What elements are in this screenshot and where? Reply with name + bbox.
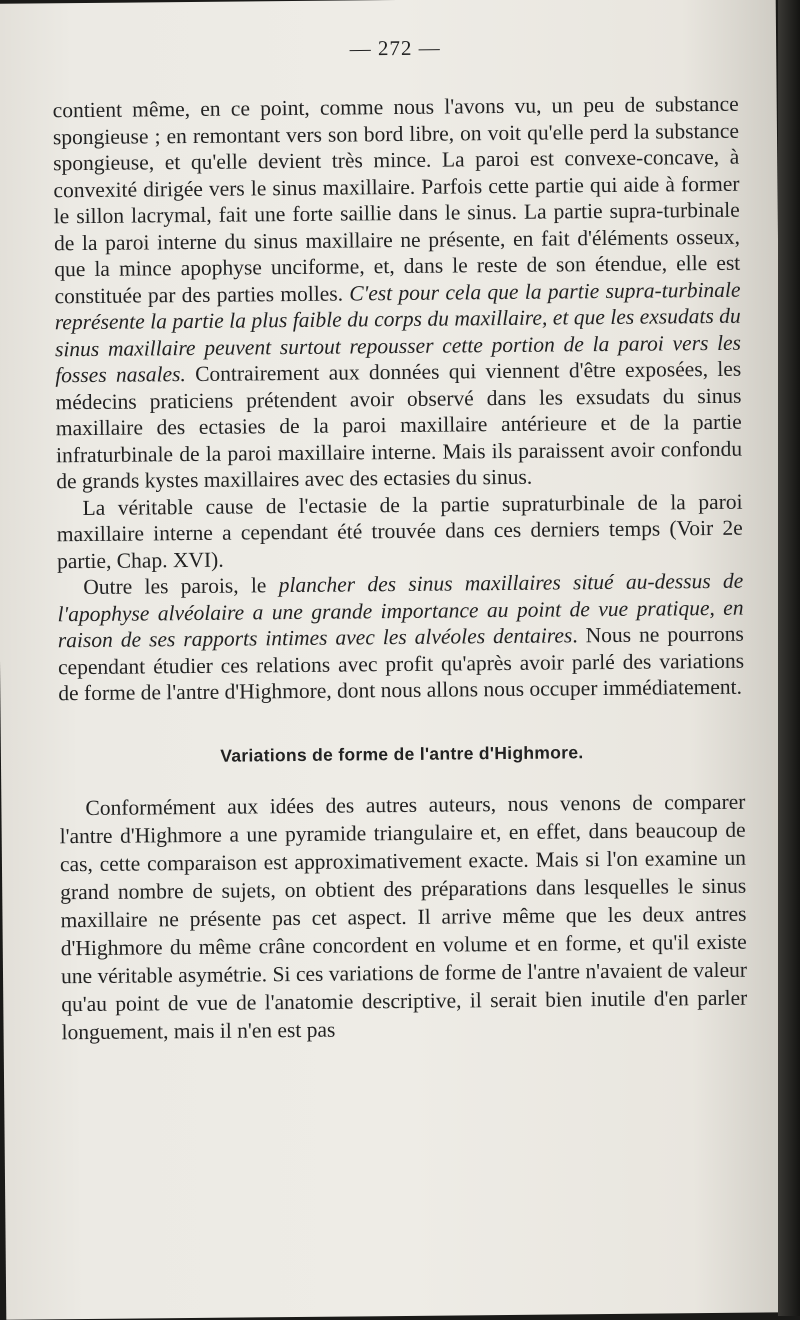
paragraph-1-text-a: contient même, en ce point, comme nous l'avons vu, un peu de substance spongieuse ; en remontant vers son bord libre, on voit qu'elle perd la substance spongieuse, et qu'elle devient très mince. La paroi est convexe-concave, à convexité dirigée vers le sinus maxillaire. Parfois cette partie qui aide à former le sillon lacrymal, fait une forte saillie dans le sinus. La partie supra-turbinale de la paroi interne du sinus maxillaire ne présente, en fait d'éléments osseux, que la mince apophyse unciforme, et, dans le reste de son étendue, elle est constituée par des parties molles.: [52, 91, 741, 308]
section-heading: Variations de forme de l'antre d'Highmore.: [220, 741, 584, 766]
paragraph-4: Conformément aux idées des autres auteurs, nous venons de comparer l'antre d'Highmore a une pyramide triangulaire et, en effet, dans beaucoup de cas, cette comparaison est approximativement exacte. Mais si l'on examine un grand nombre de sujets, on obtient des préparations dans lesquelles le sinus maxillaire ne présente pas cet aspect. Il arrive même que les deux antres d'Highmore du même crâne concordent en volume et en forme, et qu'il existe une véritable asymétrie. Si ces variations de forme de l'antre n'avaient de valeur qu'au point de vue de l'anatomie descriptive, il serait bien inutile d'en parler longuement, mais il n'en est pas: [59, 789, 748, 1044]
page-content: [52, 33, 748, 1046]
paragraph-3-italic: plancher des sinus maxillaires situé au-dessus de l'apophyse alvéolaire a une grande importance au point de vue pratique, en raison de ses rapports intimes avec les alvéoles dentaires: [57, 568, 744, 653]
paragraph-3-text-a: Outre les parois, le: [83, 573, 279, 600]
paragraph-3-text-b: . Nous ne pourrons cependant étudier ces relations avec profit qu'après avoir parlé des variations de forme de l'antre d'Highmore, dont nous allons nous occuper immédiatement.: [57, 621, 745, 706]
page-number: — 272 —: [349, 35, 441, 61]
paragraph-1: [53, 91, 743, 495]
page-edge-shadow: [778, 0, 800, 1316]
paragraph-1-italic: C'est pour cela que la partie supra-turbinale représente la partie la plus faible du corps du maxillaire, et que les exsudats du sinus maxillaire peuvent surtout repousser cette portion de la paroi vers les fosses nasales.: [54, 277, 742, 388]
paragraph-2: La véritable cause de l'ectasie de la partie supraturbinale de la paroi maxillaire interne a cependant été trouvée dans ces derniers temps (Voir 2e partie, Chap. XVI).: [56, 489, 743, 573]
paragraph-3: [57, 568, 744, 707]
paragraph-1-text-b: Contrairement aux données qui viennent d'être exposées, les médecins praticiens prétendent avoir observé dans les exsudats du sinus maxillaire des ectasies de la paroi maxillaire antérieure et de la partie infraturbinale de la paroi maxillaire interne. Mais ils paraissent avoir confondu de grands kystes maxillaires avec des ectasies du sinus.: [55, 356, 743, 494]
